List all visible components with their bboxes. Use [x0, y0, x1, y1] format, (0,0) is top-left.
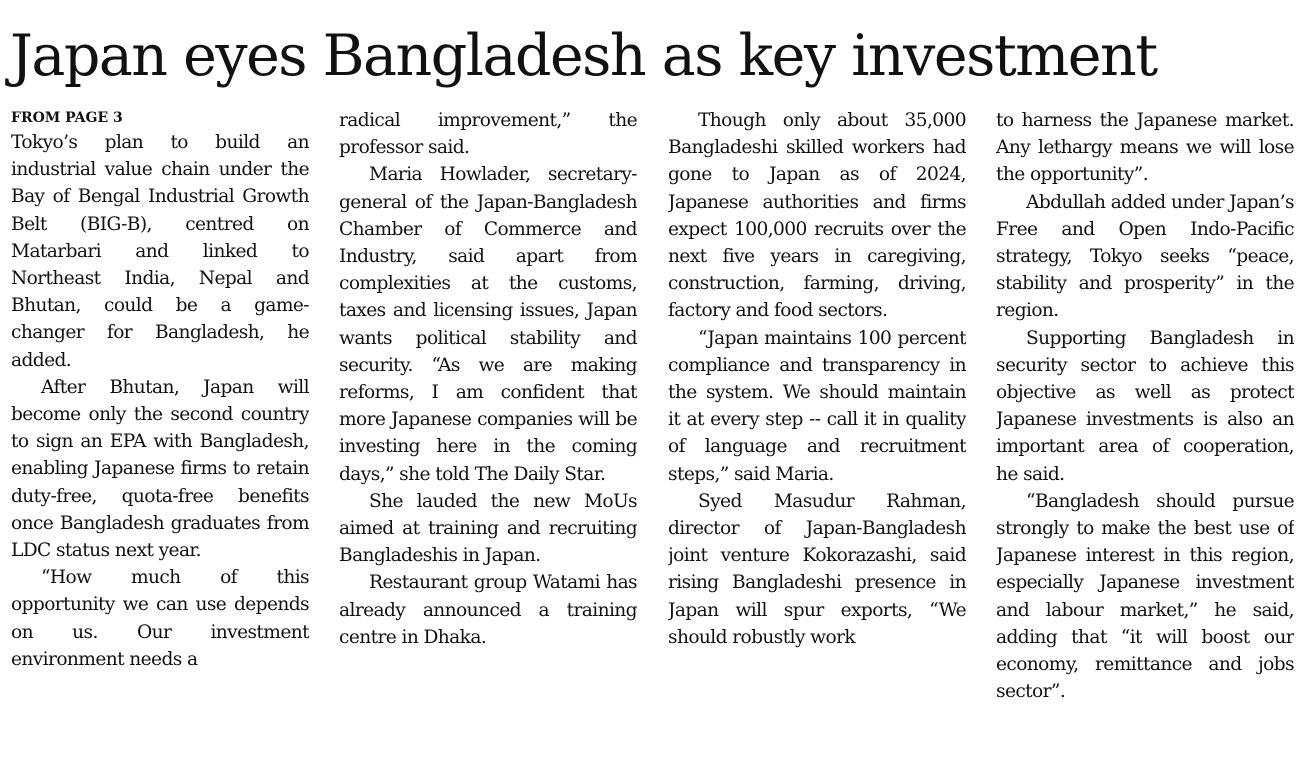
- article-column-2: [339, 107, 637, 767]
- paragraph: Though only about 35,000 Bangladeshi skilled workers had gone to Japan as of 2024, Japanese authorities and firms expect 100,000 recruits over the next five years in caregiving, construction, farming, driving, factory and food sectors.: [668, 110, 966, 322]
- headline: Japan eyes Bangladesh as key investment: [10, 23, 1157, 89]
- paragraph: Restaurant group Watami has already announced a training centre in Dhaka.: [339, 572, 637, 648]
- paragraph: She lauded the new MoUs aimed at training and recruiting Bangladeshis in Japan.: [339, 490, 637, 567]
- article-column-3: [668, 107, 966, 767]
- article-column-4: [996, 107, 1294, 767]
- paragraph: “Bangladesh should pursue strongly to make the best use of Japanese interest in this region, especially Japanese investment and labour market,” he said, adding that “it will boost our economy, remittance and jobs sector”.: [996, 490, 1294, 703]
- article-column-1: [11, 107, 309, 767]
- kicker-from-page: FROM PAGE 3: [11, 110, 123, 126]
- paragraph: to harness the Japanese market. Any lethargy means we will lose the opportunity”.: [996, 110, 1294, 186]
- paragraph: Syed Masudur Rahman, director of Japan-Bangladesh joint venture Kokorazashi, said rising Bangladeshi presence in Japan will spur exports, “We should robustly work: [668, 490, 966, 648]
- paragraph: After Bhutan, Japan will become only the second country to sign an EPA with Bangladesh, enabling Japanese firms to retain duty-free, quota-free benefits once Bangladesh graduates from LDC status next year.: [11, 376, 309, 562]
- paragraph: Tokyo’s plan to build an industrial value chain under the Bay of Bengal Industrial Growth Belt (BIG-B), centred on Matarbari and linked to Northeast India, Nepal and Bhutan, could be a game-changer for Bangladesh, he added.: [11, 132, 309, 371]
- paragraph: Maria Howlader, secretary-general of the Japan-Bangladesh Chamber of Commerce and Industry, said apart from complexities at the customs, taxes and licensing issues, Japan wants political stability and security. “As we are making reforms, I am confident that more Japanese companies will be investing here in the coming days,” she told The Daily Star.: [339, 164, 637, 485]
- paragraph: radical improvement,” the professor said.: [339, 110, 637, 159]
- paragraph: “Japan maintains 100 percent compliance and transparency in the system. We should maintain it at every step -- call it in quality of language and recruitment steps,” said Maria.: [668, 327, 966, 485]
- paragraph: “How much of this opportunity we can use depends on us. Our investment environment needs a: [11, 567, 309, 670]
- paragraph: Supporting Bangladesh in security sector to achieve this objective as well as protect Japanese investments is also an important area of cooperation, he said.: [996, 327, 1294, 485]
- paragraph: Abdullah added under Japan’s Free and Open Indo-Pacific strategy, Tokyo seeks “peace, stability and prosperity” in the region.: [996, 191, 1294, 322]
